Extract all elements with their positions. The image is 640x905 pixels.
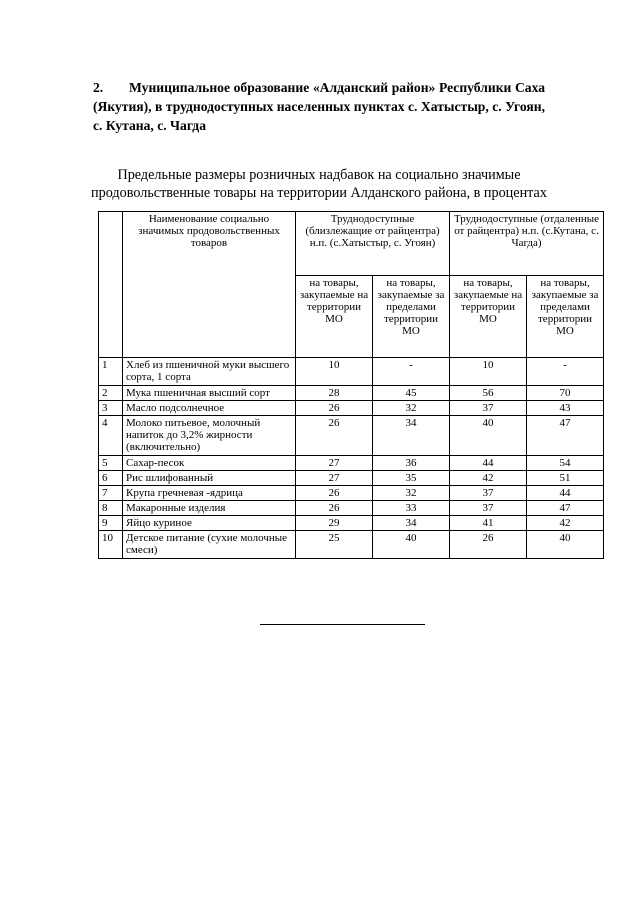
group-header-near: Труднодоступные (близлежащие от райцентра) н.п. (с.Хатыстыр, с. Угоян) xyxy=(296,212,450,276)
value-near-inside: 25 xyxy=(296,531,373,559)
value-near-inside: 28 xyxy=(296,386,373,401)
value-near-outside: - xyxy=(373,358,450,386)
table-row xyxy=(99,516,604,531)
table-row xyxy=(99,531,604,559)
value-near-outside: 34 xyxy=(373,516,450,531)
value-far-inside: 37 xyxy=(450,501,527,516)
separator-line xyxy=(260,624,425,625)
row-number: 8 xyxy=(99,501,123,516)
name-header: Наименование социально значимых продовольственных товаров xyxy=(123,212,296,358)
value-near-inside: 26 xyxy=(296,401,373,416)
value-far-inside: 42 xyxy=(450,471,527,486)
group-header-far: Труднодоступные (отдаленные от райцентра) н.п. (с.Кутана, с. Чагда) xyxy=(450,212,604,276)
value-near-inside: 26 xyxy=(296,501,373,516)
product-name: Хлеб из пшеничной муки высшего сорта, 1 сорта xyxy=(123,358,296,386)
row-number: 6 xyxy=(99,471,123,486)
number-header xyxy=(99,212,123,358)
product-name: Крупа гречневая -ядрица xyxy=(123,486,296,501)
value-far-inside: 37 xyxy=(450,401,527,416)
value-near-inside: 26 xyxy=(296,486,373,501)
product-name: Молоко питьевое, молочный напиток до 3,2% жирности (включительно) xyxy=(123,416,296,456)
value-near-outside: 34 xyxy=(373,416,450,456)
value-far-inside: 56 xyxy=(450,386,527,401)
value-near-outside: 35 xyxy=(373,471,450,486)
value-near-inside: 27 xyxy=(296,471,373,486)
value-near-outside: 36 xyxy=(373,456,450,471)
value-near-outside: 33 xyxy=(373,501,450,516)
row-number: 2 xyxy=(99,386,123,401)
subheader-near-outside: на товары, закупаемые за пределами территории МО xyxy=(373,276,450,358)
product-name: Мука пшеничная высший сорт xyxy=(123,386,296,401)
table-caption: Предельные размеры розничных надбавок на социально значимые продовольственные товары на территории Алданского района, в процентах xyxy=(91,167,547,201)
markup-table xyxy=(98,211,604,559)
table-row xyxy=(99,416,604,456)
product-name: Макаронные изделия xyxy=(123,501,296,516)
table-row xyxy=(99,501,604,516)
value-far-inside: 41 xyxy=(450,516,527,531)
value-far-outside: 40 xyxy=(527,531,604,559)
table-row xyxy=(99,386,604,401)
product-name: Рис шлифованный xyxy=(123,471,296,486)
table-row xyxy=(99,401,604,416)
subheader-near-inside: на товары, закупаемые на территории МО xyxy=(296,276,373,358)
value-far-inside: 37 xyxy=(450,486,527,501)
value-far-inside: 10 xyxy=(450,358,527,386)
value-far-outside: 47 xyxy=(527,501,604,516)
value-far-inside: 44 xyxy=(450,456,527,471)
value-far-outside: 70 xyxy=(527,386,604,401)
value-far-outside: 51 xyxy=(527,471,604,486)
value-far-outside: - xyxy=(527,358,604,386)
value-near-outside: 32 xyxy=(373,401,450,416)
subheader-far-outside: на товары, закупаемые за пределами территории МО xyxy=(527,276,604,358)
table-row xyxy=(99,486,604,501)
value-far-inside: 40 xyxy=(450,416,527,456)
value-near-inside: 29 xyxy=(296,516,373,531)
value-far-inside: 26 xyxy=(450,531,527,559)
row-number: 1 xyxy=(99,358,123,386)
table-row xyxy=(99,358,604,386)
row-number: 10 xyxy=(99,531,123,559)
value-far-outside: 54 xyxy=(527,456,604,471)
row-number: 3 xyxy=(99,401,123,416)
section-title: Муниципальное образование «Алданский район» Республики Саха (Якутия), в труднодоступных населенных пунктах с. Хатыстыр, с. Угоян, с. Кутана, с. Чагда xyxy=(93,80,545,133)
product-name: Детское питание (сухие молочные смеси) xyxy=(123,531,296,559)
value-far-outside: 44 xyxy=(527,486,604,501)
value-near-inside: 26 xyxy=(296,416,373,456)
product-name: Масло подсолнечное xyxy=(123,401,296,416)
product-name: Сахар-песок xyxy=(123,456,296,471)
value-far-outside: 43 xyxy=(527,401,604,416)
table-row xyxy=(99,471,604,486)
product-name: Яйцо куриное xyxy=(123,516,296,531)
value-near-outside: 32 xyxy=(373,486,450,501)
value-near-inside: 10 xyxy=(296,358,373,386)
section-heading xyxy=(93,78,545,135)
value-near-outside: 40 xyxy=(373,531,450,559)
value-near-inside: 27 xyxy=(296,456,373,471)
row-number: 9 xyxy=(99,516,123,531)
section-number: 2. xyxy=(93,80,104,95)
value-far-outside: 47 xyxy=(527,416,604,456)
subheader-far-inside: на товары, закупаемые на территории МО xyxy=(450,276,527,358)
value-near-outside: 45 xyxy=(373,386,450,401)
row-number: 5 xyxy=(99,456,123,471)
table-row xyxy=(99,456,604,471)
row-number: 4 xyxy=(99,416,123,456)
value-far-outside: 42 xyxy=(527,516,604,531)
row-number: 7 xyxy=(99,486,123,501)
